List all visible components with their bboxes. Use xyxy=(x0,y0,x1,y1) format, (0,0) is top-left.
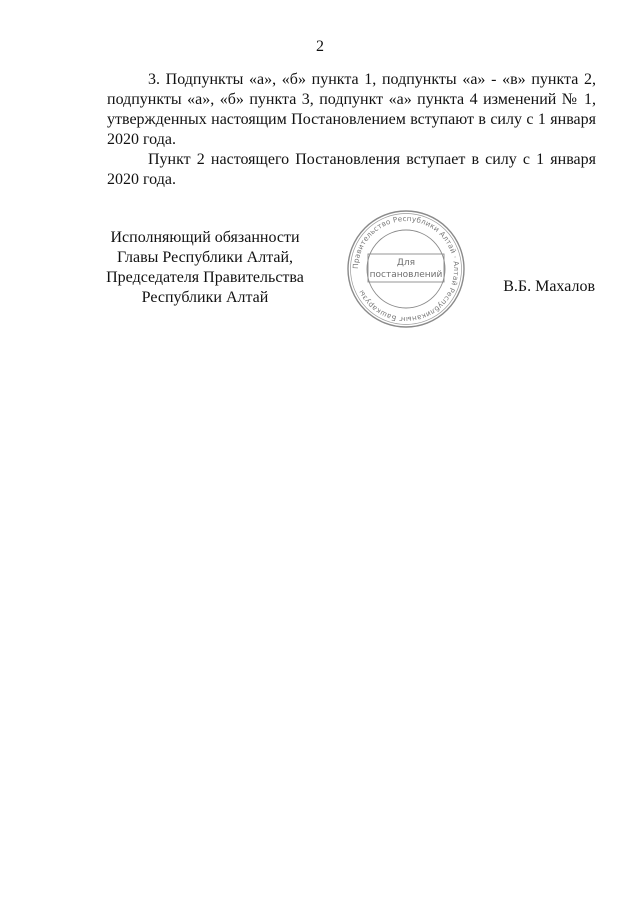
seal-center-line-1: Для xyxy=(396,258,416,268)
signatory-title-line: Главы Республики Алтай, xyxy=(116,249,294,266)
signatory-title xyxy=(105,228,305,308)
paragraph-effective-dates: 3. Подпункты «а», «б» пункта 1, подпункты «а» - «в» пункта 2, подпункты «а», «б» пункта 3, подпункт «а» пункта 4 изменений № 1, утвержденных настоящим Постановлением вступают в силу с 1 января 2020 года. xyxy=(107,71,596,148)
signatory-name: В.Б. Махалов xyxy=(503,278,595,295)
signatory-title-line: Республики Алтай xyxy=(141,289,269,306)
seal-ring-text: Правительство Республики Алтай · Алтай Республиканыҥ Башкарузы xyxy=(350,213,462,325)
body-text xyxy=(107,70,596,190)
page-number: 2 xyxy=(316,38,324,55)
official-seal-stamp xyxy=(345,208,467,330)
signatory-title-line: Председателя Правительства xyxy=(106,269,304,286)
paragraph-point-2: Пункт 2 настоящего Постановления вступает в силу с 1 января 2020 года. xyxy=(107,151,596,188)
signatory-title-line: Исполняющий обязанности xyxy=(110,229,300,246)
seal-center-line-2: постановлений xyxy=(369,270,443,280)
